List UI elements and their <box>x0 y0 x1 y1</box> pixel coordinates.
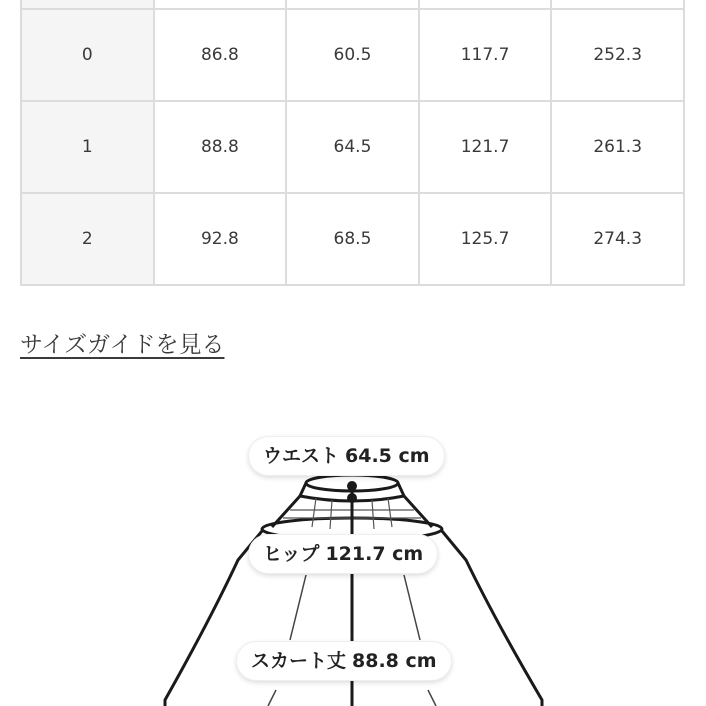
table-header-row <box>21 0 684 9</box>
value-cell: 86.8 <box>154 9 287 101</box>
header-cell <box>419 0 552 9</box>
hip-label-text: ヒップ <box>263 543 320 565</box>
length-value-text: 88.8 cm <box>352 650 437 672</box>
waist-value-text: 64.5 cm <box>345 445 430 467</box>
hip-measure-label <box>249 535 437 573</box>
size-cell: 1 <box>21 101 154 193</box>
value-cell: 68.5 <box>286 193 419 285</box>
size-cell: 2 <box>21 193 154 285</box>
header-cell <box>21 0 154 9</box>
waistband-top <box>306 475 398 491</box>
value-cell: 64.5 <box>286 101 419 193</box>
value-cell: 274.3 <box>551 193 684 285</box>
size-guide-link[interactable]: サイズガイドを見る <box>20 332 225 358</box>
skirt-yoke <box>272 496 432 527</box>
value-cell: 88.8 <box>154 101 287 193</box>
yoke-grid <box>283 498 421 529</box>
table-row <box>21 9 684 101</box>
value-cell: 261.3 <box>551 101 684 193</box>
waist-measure-label <box>249 437 444 475</box>
waistband-bottom <box>300 496 404 501</box>
size-cell: 0 <box>21 9 154 101</box>
header-cell <box>154 0 287 9</box>
value-cell: 121.7 <box>419 101 552 193</box>
skirt-pleats <box>268 575 436 706</box>
value-cell: 252.3 <box>551 9 684 101</box>
size-table <box>20 0 685 286</box>
table-row <box>21 101 684 193</box>
header-cell <box>551 0 684 9</box>
waistband-body <box>300 483 404 496</box>
waist-label-text: ウエスト <box>263 445 340 467</box>
skirt-outline-left <box>165 531 262 706</box>
value-cell: 117.7 <box>419 9 552 101</box>
header-cell <box>286 0 419 9</box>
value-cell: 60.5 <box>286 9 419 101</box>
waist-dot-top <box>347 481 357 491</box>
waist-markers <box>347 481 357 503</box>
value-cell: 92.8 <box>154 193 287 285</box>
hip-value-text: 121.7 cm <box>325 543 424 565</box>
length-measure-label <box>237 642 451 680</box>
waist-dot-bottom <box>347 493 357 503</box>
skirt-outline-right <box>442 531 542 706</box>
length-label-text: スカート丈 <box>251 650 347 672</box>
table-row <box>21 193 684 285</box>
value-cell: 125.7 <box>419 193 552 285</box>
